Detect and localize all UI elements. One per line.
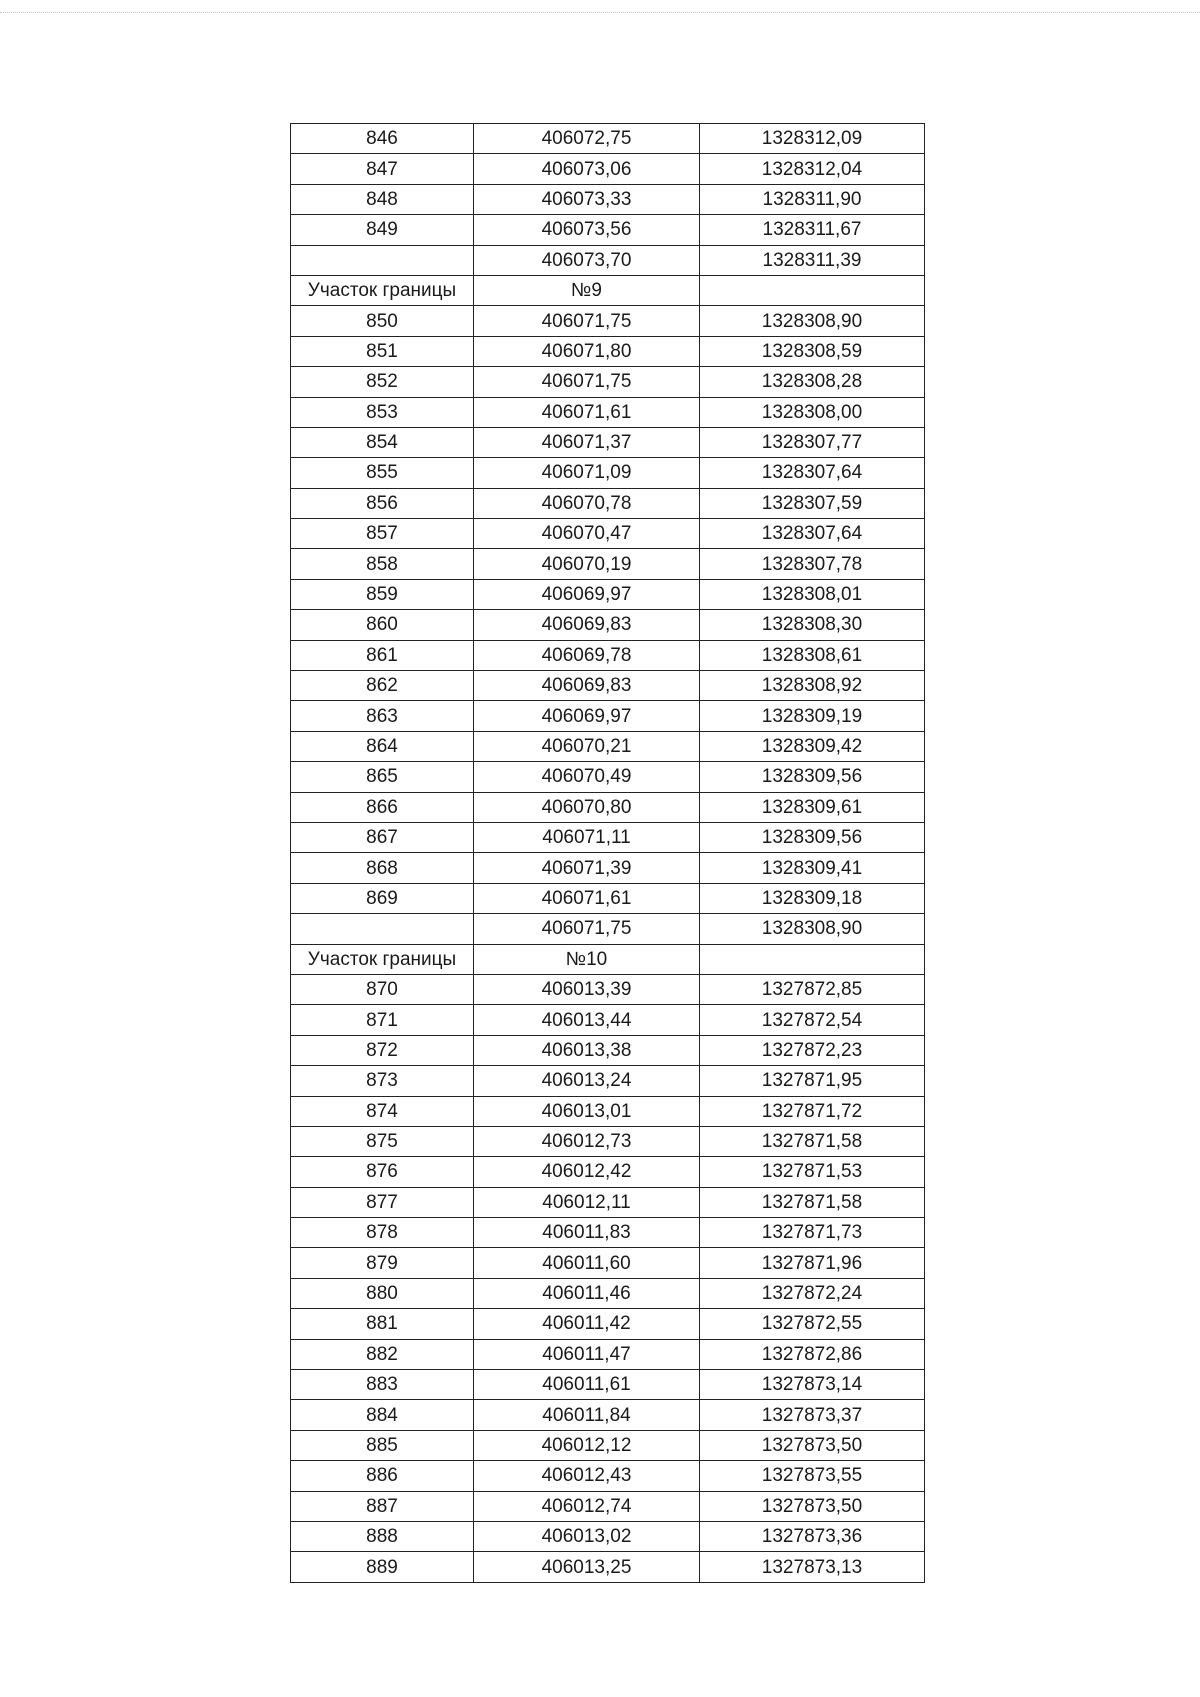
table-row xyxy=(291,245,925,275)
section-label-cell: Участок границы xyxy=(291,944,474,974)
section-header-row xyxy=(291,944,925,974)
y-coordinate-cell: 1327871,58 xyxy=(700,1126,925,1156)
y-coordinate-cell: 1328311,90 xyxy=(700,184,925,214)
point-number-cell: 863 xyxy=(291,701,474,731)
x-coordinate-cell: 406069,78 xyxy=(474,640,700,670)
y-coordinate-cell: 1327872,54 xyxy=(700,1005,925,1035)
coordinates-table xyxy=(290,123,925,1583)
table-row xyxy=(291,1187,925,1217)
x-coordinate-cell: 406071,80 xyxy=(474,336,700,366)
table-row xyxy=(291,610,925,640)
point-number-cell: 868 xyxy=(291,853,474,883)
x-coordinate-cell: 406011,83 xyxy=(474,1218,700,1248)
y-coordinate-cell: 1328307,64 xyxy=(700,519,925,549)
x-coordinate-cell: 406013,02 xyxy=(474,1521,700,1551)
table-row xyxy=(291,124,925,154)
x-coordinate-cell: 406071,37 xyxy=(474,427,700,457)
y-coordinate-cell: 1327873,14 xyxy=(700,1370,925,1400)
x-coordinate-cell: 406070,49 xyxy=(474,762,700,792)
x-coordinate-cell: 406071,61 xyxy=(474,397,700,427)
y-coordinate-cell: 1328308,61 xyxy=(700,640,925,670)
x-coordinate-cell: 406073,56 xyxy=(474,215,700,245)
x-coordinate-cell: 406070,78 xyxy=(474,488,700,518)
table-row xyxy=(291,154,925,184)
x-coordinate-cell: 406012,11 xyxy=(474,1187,700,1217)
table-row xyxy=(291,184,925,214)
y-coordinate-cell: 1328309,56 xyxy=(700,762,925,792)
y-coordinate-cell: 1327871,73 xyxy=(700,1218,925,1248)
y-coordinate-cell: 1328312,04 xyxy=(700,154,925,184)
table-row xyxy=(291,336,925,366)
x-coordinate-cell: 406013,39 xyxy=(474,974,700,1004)
table-row xyxy=(291,1370,925,1400)
y-coordinate-cell: 1327873,55 xyxy=(700,1461,925,1491)
table-row xyxy=(291,974,925,1004)
x-coordinate-cell: 406069,97 xyxy=(474,579,700,609)
x-coordinate-cell: 406013,01 xyxy=(474,1096,700,1126)
x-coordinate-cell: 406011,47 xyxy=(474,1339,700,1369)
y-coordinate-cell: 1327871,58 xyxy=(700,1187,925,1217)
y-coordinate-cell: 1328308,92 xyxy=(700,671,925,701)
y-coordinate-cell: 1328309,19 xyxy=(700,701,925,731)
table-row xyxy=(291,1126,925,1156)
y-coordinate-cell: 1327871,53 xyxy=(700,1157,925,1187)
section-label-cell: Участок границы xyxy=(291,275,474,305)
x-coordinate-cell: 406071,11 xyxy=(474,822,700,852)
table-row xyxy=(291,1400,925,1430)
scan-top-edge xyxy=(0,12,1200,13)
point-number-cell: 862 xyxy=(291,671,474,701)
y-coordinate-cell: 1328309,61 xyxy=(700,792,925,822)
point-number-cell: 864 xyxy=(291,731,474,761)
section-number-cell: №10 xyxy=(474,944,700,974)
table-row xyxy=(291,1005,925,1035)
x-coordinate-cell: 406012,42 xyxy=(474,1157,700,1187)
point-number-cell: 867 xyxy=(291,822,474,852)
y-coordinate-cell: 1328308,00 xyxy=(700,397,925,427)
x-coordinate-cell: 406073,06 xyxy=(474,154,700,184)
y-coordinate-cell: 1328308,01 xyxy=(700,579,925,609)
x-coordinate-cell: 406071,39 xyxy=(474,853,700,883)
y-coordinate-cell: 1327873,13 xyxy=(700,1552,925,1582)
point-number-cell: 869 xyxy=(291,883,474,913)
x-coordinate-cell: 406011,61 xyxy=(474,1370,700,1400)
point-number-cell: 856 xyxy=(291,488,474,518)
point-number-cell: 873 xyxy=(291,1066,474,1096)
table-row xyxy=(291,427,925,457)
x-coordinate-cell: 406069,83 xyxy=(474,610,700,640)
table-row xyxy=(291,853,925,883)
y-coordinate-cell: 1327871,96 xyxy=(700,1248,925,1278)
x-coordinate-cell: 406070,80 xyxy=(474,792,700,822)
y-coordinate-cell: 1327872,23 xyxy=(700,1035,925,1065)
y-coordinate-cell: 1327872,85 xyxy=(700,974,925,1004)
point-number-cell: 853 xyxy=(291,397,474,427)
y-coordinate-cell: 1327872,86 xyxy=(700,1339,925,1369)
x-coordinate-cell: 406071,75 xyxy=(474,306,700,336)
point-number-cell: 871 xyxy=(291,1005,474,1035)
x-coordinate-cell: 406071,61 xyxy=(474,883,700,913)
section-header-row xyxy=(291,275,925,305)
point-number-cell: 848 xyxy=(291,184,474,214)
table-row xyxy=(291,458,925,488)
y-coordinate-cell: 1328312,09 xyxy=(700,124,925,154)
point-number-cell: 855 xyxy=(291,458,474,488)
x-coordinate-cell: 406071,75 xyxy=(474,914,700,944)
y-coordinate-cell: 1328309,56 xyxy=(700,822,925,852)
x-coordinate-cell: 406013,44 xyxy=(474,1005,700,1035)
table-row xyxy=(291,671,925,701)
y-coordinate-cell: 1328307,77 xyxy=(700,427,925,457)
table-row xyxy=(291,1035,925,1065)
x-coordinate-cell: 406011,60 xyxy=(474,1248,700,1278)
y-coordinate-cell: 1328307,78 xyxy=(700,549,925,579)
point-number-cell: 859 xyxy=(291,579,474,609)
section-number-cell: №9 xyxy=(474,275,700,305)
table-row xyxy=(291,640,925,670)
table-row xyxy=(291,1096,925,1126)
table-row xyxy=(291,1461,925,1491)
x-coordinate-cell: 406013,25 xyxy=(474,1552,700,1582)
point-number-cell: 874 xyxy=(291,1096,474,1126)
x-coordinate-cell: 406070,21 xyxy=(474,731,700,761)
point-number-cell: 847 xyxy=(291,154,474,184)
point-number-cell: 886 xyxy=(291,1461,474,1491)
point-number-cell: 872 xyxy=(291,1035,474,1065)
point-number-cell: 860 xyxy=(291,610,474,640)
point-number-cell: 854 xyxy=(291,427,474,457)
y-coordinate-cell: 1327873,37 xyxy=(700,1400,925,1430)
point-number-cell: 885 xyxy=(291,1430,474,1460)
x-coordinate-cell: 406013,24 xyxy=(474,1066,700,1096)
table-row xyxy=(291,215,925,245)
point-number-cell: 882 xyxy=(291,1339,474,1369)
table-row xyxy=(291,1066,925,1096)
x-coordinate-cell: 406069,83 xyxy=(474,671,700,701)
y-coordinate-cell: 1328308,59 xyxy=(700,336,925,366)
point-number-cell: 861 xyxy=(291,640,474,670)
table-row xyxy=(291,1278,925,1308)
table-row xyxy=(291,762,925,792)
x-coordinate-cell: 406070,19 xyxy=(474,549,700,579)
point-number-cell: 876 xyxy=(291,1157,474,1187)
x-coordinate-cell: 406013,38 xyxy=(474,1035,700,1065)
point-number-cell xyxy=(291,245,474,275)
x-coordinate-cell: 406011,84 xyxy=(474,1400,700,1430)
x-coordinate-cell: 406071,09 xyxy=(474,458,700,488)
y-coordinate-cell: 1327873,36 xyxy=(700,1521,925,1551)
point-number-cell: 877 xyxy=(291,1187,474,1217)
table-row xyxy=(291,1157,925,1187)
point-number-cell: 870 xyxy=(291,974,474,1004)
table-row xyxy=(291,914,925,944)
table-row xyxy=(291,1552,925,1582)
point-number-cell: 878 xyxy=(291,1218,474,1248)
x-coordinate-cell: 406012,12 xyxy=(474,1430,700,1460)
point-number-cell: 888 xyxy=(291,1521,474,1551)
table-row xyxy=(291,549,925,579)
point-number-cell: 879 xyxy=(291,1248,474,1278)
y-coordinate-cell: 1327872,55 xyxy=(700,1309,925,1339)
table-row xyxy=(291,1339,925,1369)
point-number-cell xyxy=(291,914,474,944)
x-coordinate-cell: 406069,97 xyxy=(474,701,700,731)
table-row xyxy=(291,397,925,427)
table-row xyxy=(291,1491,925,1521)
y-coordinate-cell: 1328311,67 xyxy=(700,215,925,245)
x-coordinate-cell: 406073,33 xyxy=(474,184,700,214)
y-coordinate-cell: 1327873,50 xyxy=(700,1430,925,1460)
y-coordinate-cell: 1328309,42 xyxy=(700,731,925,761)
table-row xyxy=(291,1248,925,1278)
y-coordinate-cell: 1328309,18 xyxy=(700,883,925,913)
y-coordinate-cell: 1328309,41 xyxy=(700,853,925,883)
table-row xyxy=(291,1430,925,1460)
table-row xyxy=(291,1218,925,1248)
point-number-cell: 887 xyxy=(291,1491,474,1521)
point-number-cell: 851 xyxy=(291,336,474,366)
point-number-cell: 881 xyxy=(291,1309,474,1339)
table-row xyxy=(291,367,925,397)
table-row xyxy=(291,488,925,518)
x-coordinate-cell: 406071,75 xyxy=(474,367,700,397)
point-number-cell: 884 xyxy=(291,1400,474,1430)
x-coordinate-cell: 406072,75 xyxy=(474,124,700,154)
table-row xyxy=(291,579,925,609)
x-coordinate-cell: 406012,74 xyxy=(474,1491,700,1521)
point-number-cell: 883 xyxy=(291,1370,474,1400)
table-row xyxy=(291,306,925,336)
x-coordinate-cell: 406012,73 xyxy=(474,1126,700,1156)
point-number-cell: 866 xyxy=(291,792,474,822)
point-number-cell: 850 xyxy=(291,306,474,336)
point-number-cell: 858 xyxy=(291,549,474,579)
x-coordinate-cell: 406011,46 xyxy=(474,1278,700,1308)
table-row xyxy=(291,883,925,913)
table-row xyxy=(291,519,925,549)
table-row xyxy=(291,731,925,761)
point-number-cell: 865 xyxy=(291,762,474,792)
coordinates-table-body xyxy=(291,124,925,1583)
y-coordinate-cell: 1328311,39 xyxy=(700,245,925,275)
section-empty-cell xyxy=(700,944,925,974)
table-row xyxy=(291,1521,925,1551)
point-number-cell: 846 xyxy=(291,124,474,154)
table-row xyxy=(291,792,925,822)
x-coordinate-cell: 406073,70 xyxy=(474,245,700,275)
y-coordinate-cell: 1327871,72 xyxy=(700,1096,925,1126)
y-coordinate-cell: 1327871,95 xyxy=(700,1066,925,1096)
point-number-cell: 889 xyxy=(291,1552,474,1582)
point-number-cell: 852 xyxy=(291,367,474,397)
y-coordinate-cell: 1327873,50 xyxy=(700,1491,925,1521)
y-coordinate-cell: 1328307,59 xyxy=(700,488,925,518)
y-coordinate-cell: 1328308,30 xyxy=(700,610,925,640)
y-coordinate-cell: 1328308,90 xyxy=(700,914,925,944)
section-empty-cell xyxy=(700,275,925,305)
point-number-cell: 875 xyxy=(291,1126,474,1156)
point-number-cell: 880 xyxy=(291,1278,474,1308)
table-row xyxy=(291,1309,925,1339)
point-number-cell: 849 xyxy=(291,215,474,245)
table-row xyxy=(291,701,925,731)
y-coordinate-cell: 1328308,28 xyxy=(700,367,925,397)
x-coordinate-cell: 406012,43 xyxy=(474,1461,700,1491)
x-coordinate-cell: 406011,42 xyxy=(474,1309,700,1339)
x-coordinate-cell: 406070,47 xyxy=(474,519,700,549)
table-row xyxy=(291,822,925,852)
y-coordinate-cell: 1328307,64 xyxy=(700,458,925,488)
y-coordinate-cell: 1328308,90 xyxy=(700,306,925,336)
y-coordinate-cell: 1327872,24 xyxy=(700,1278,925,1308)
point-number-cell: 857 xyxy=(291,519,474,549)
